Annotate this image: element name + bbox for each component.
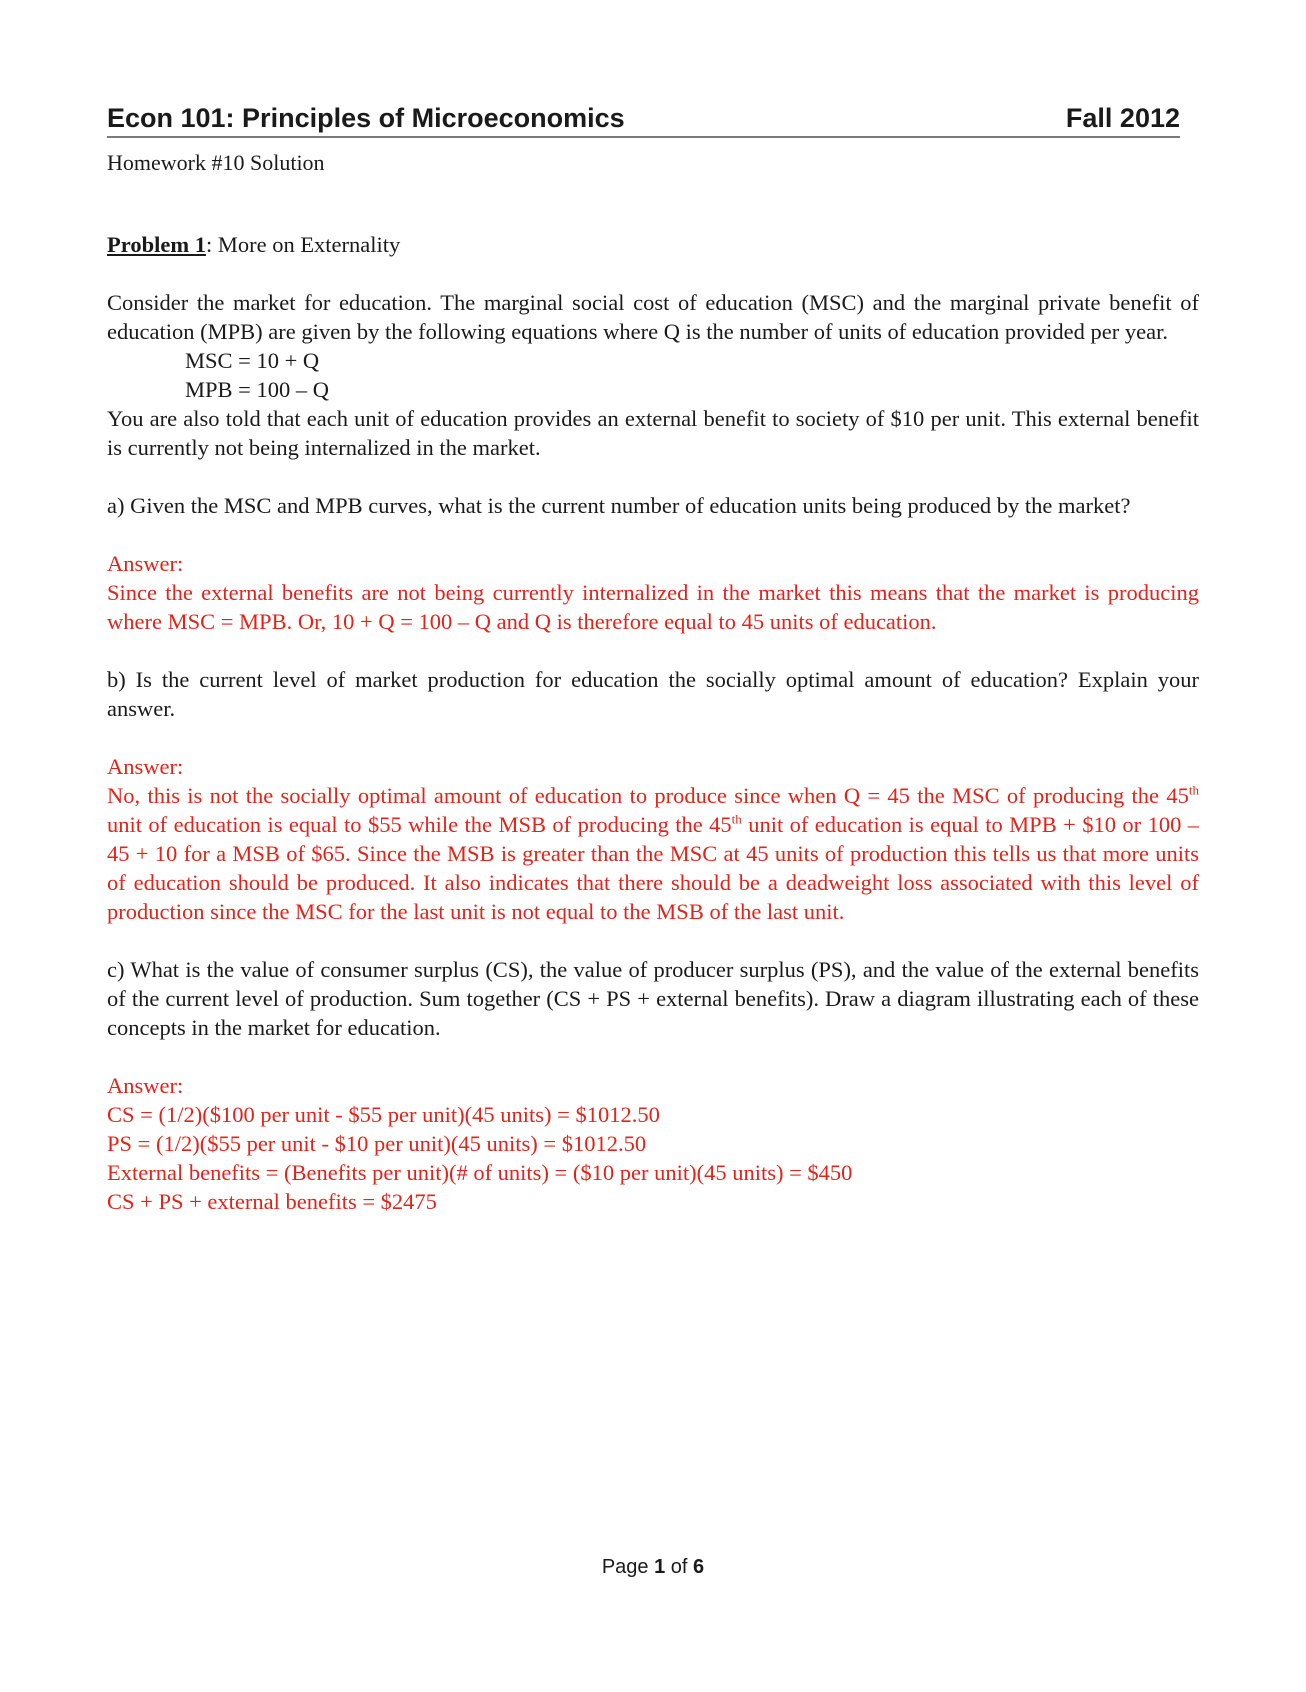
homework-subtitle: Homework #10 Solution — [107, 150, 325, 175]
question-c: c) What is the value of consumer surplus (CS), the value of producer surplus (PS), and the value of the external benefits of the current level of production. Sum together (CS + PS + external benefits). Draw a diagram illustrating each of these concepts in the market for education. — [107, 957, 1199, 1040]
answer-c-sum: CS + PS + external benefits = $2475 — [107, 1189, 437, 1214]
answer-c-ps: PS = (1/2)($55 per unit - $10 per unit)(45 units) = $1012.50 — [107, 1131, 647, 1156]
page-header — [107, 96, 1180, 138]
problem-topic: : More on Externality — [205, 232, 401, 257]
question-a: a) Given the MSC and MPB curves, what is the current number of education units being produced by the market? — [107, 493, 1131, 518]
problem-intro: Consider the market for education. The marginal social cost of education (MSC) and the marginal private benefit of education (MPB) are given by the following equations where Q is the number of units of education provided per year. — [107, 290, 1199, 344]
question-b: b) Is the current level of market production for education the socially optimal amount of education? Explain your answer. — [107, 667, 1199, 721]
problem-label: Problem 1 — [107, 232, 206, 257]
problem-intro-2: You are also told that each unit of education provides an external benefit to society of $10 per unit. This external benefit is currently not being internalized in the market. — [107, 406, 1199, 460]
problem-title — [107, 230, 1199, 259]
answer-b: No, this is not the socially optimal amount of education to produce since when Q = 45 the MSC of producing the 45th unit of education is equal to $55 while the MSB of producing the 45th unit of education is equal to MPB + $10 or 100 – 45 + 10 for a MSB of $65. Since the MSB is greater than the MSC at 45 units of production this tells us that more units of education should be produced. It also indicates that there should be a deadweight loss associated with this level of production since the MSC for the last unit is not equal to the MSB of the last unit. — [107, 782, 1200, 924]
answer-c-label: Answer: — [107, 1073, 184, 1098]
equation-msc: MSC = 10 + Q — [185, 348, 320, 373]
term-label: Fall 2012 — [1065, 103, 1180, 133]
page-number: Page 1 of 6 — [601, 1556, 705, 1578]
equation-mpb: MPB = 100 – Q — [185, 377, 329, 402]
course-title: Econ 101: Principles of Microeconomics — [107, 103, 625, 133]
answer-a: Since the external benefits are not being currently internalized in the market this means that the market is producing where MSC = MPB. Or, 10 + Q = 100 – Q and Q is therefore equal to 45 units of education. — [107, 580, 1199, 634]
answer-c-external: External benefits = (Benefits per unit)(# of units) = ($10 per unit)(45 units) = $450 — [107, 1160, 853, 1185]
answer-b-label: Answer: — [107, 754, 184, 779]
answer-a-label: Answer: — [107, 551, 184, 576]
problem-1-section — [107, 230, 1199, 1216]
answer-c-cs: CS = (1/2)($100 per unit - $55 per unit)(45 units) = $1012.50 — [107, 1102, 660, 1127]
